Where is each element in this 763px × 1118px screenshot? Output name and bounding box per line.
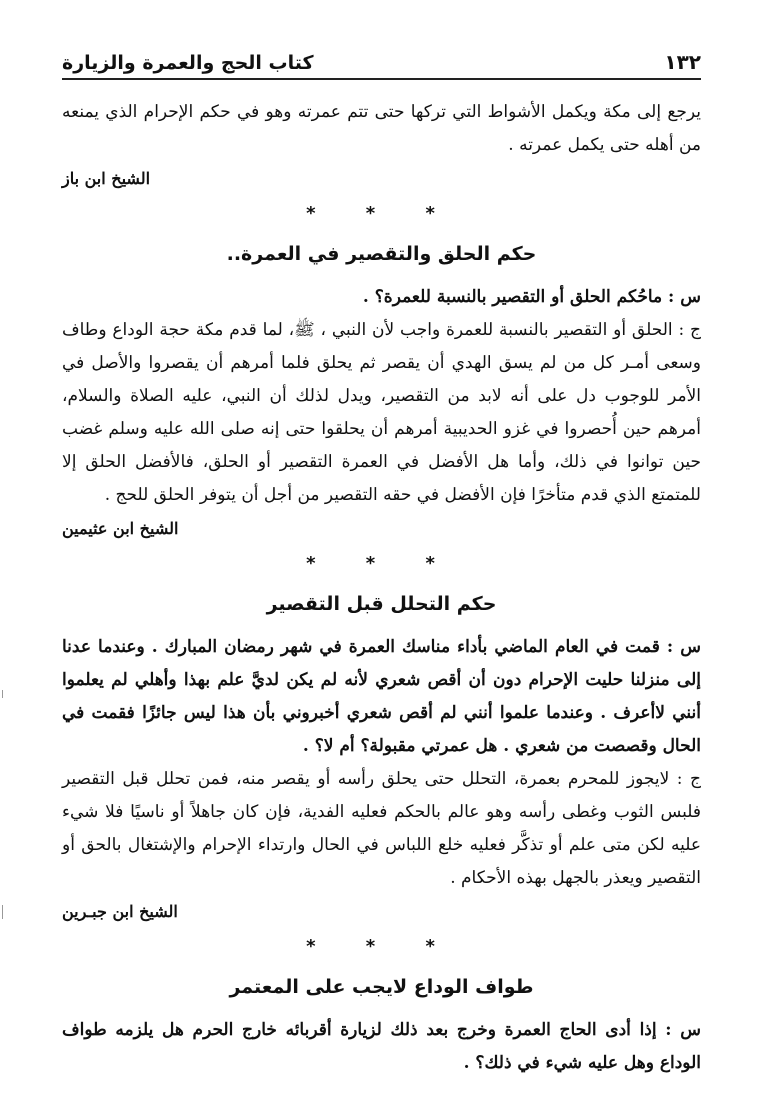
separator-stars: * * * [306, 936, 457, 957]
answer-signature: الشيخ ابن جبـرين [62, 902, 178, 921]
page-number: ١٣٢ [664, 50, 701, 74]
section-title: حكم التحلل قبل التقصير [266, 593, 497, 615]
page-header [62, 44, 701, 80]
section-title: طواف الوداع لايجب على المعتمر [229, 976, 534, 998]
separator-stars: * * * [306, 553, 457, 574]
book-title: كتاب الحج والعمرة والزيارة [62, 52, 314, 74]
answer-paragraph: ج : الحلق أو التقصير بالنسبة للعمرة واجب لأن النبي ، ﷺ، لما قدم مكة حجة الوداع وطاف وسعى أمـر كل من لم يسق الهدي أن يقصر ثم يحلق فلما أمرهم أن يقصروا والأصل في الأمر للوجوب دل على أنه لابد من التقصير، ويدل لذلك أن النبي، عليه الصلاة والسلام، أمرهم حين أُحصروا في غزو الحديبية أمرهم أن يحلقوا حتى إنه صلى الله عليه وسلم غضب حين توانوا في ذلك، وأما هل الأفضل في العمرة التقصير أو الحلق، فالأفضل الحلق إلا للمتمتع الذي قدم متأخرًا فإن الأفضل في حقه التقصير من أجل أن يتوفر الحلق للحج . [62, 320, 701, 505]
question-paragraph: س : قمت في العام الماضي بأداء مناسك العمرة في شهر رمضان المبارك . وعندما عدنا إلى منزلنا حليت الإحرام دون أن أقص شعري لأنه لم يكن لديَّ علم بهذا وأهلي لم يعلموا أنني لاأعرف . وعندما علموا أنني لم أقص شعري أخبروني بأن هذا ليس جائزًا فقمت في الحال وقصصت من شعري . هل عمرتي مقبولة؟ أم لا؟ . [62, 637, 701, 756]
question-paragraph: س : ماحُكم الحلق أو التقصير بالنسبة للعمرة؟ . [362, 287, 701, 307]
intro-paragraph: يرجع إلى مكة ويكمل الأشواط التي تركها حتى تتم عمرته وهو في حكم الإحرام الذي يمنعه من أهله حتى يكمل عمرته . [62, 102, 701, 155]
page-content [62, 96, 701, 1080]
scan-edge-mark [2, 905, 3, 919]
question-paragraph: س : إذا أدى الحاج العمرة وخرج بعد ذلك لزيارة أقربائه خارج الحرم هل يلزمه طواف الوداع وهل عليه شيء في ذلك؟ . [62, 1020, 701, 1073]
scan-edge-mark [2, 690, 3, 698]
separator-stars: * * * [306, 203, 457, 224]
section-title: حكم الحلق والتقصير في العمرة.. [226, 243, 537, 265]
intro-signature: الشيخ ابن باز [62, 169, 151, 188]
answer-signature: الشيخ ابن عثيمين [62, 519, 179, 538]
answer-paragraph: ج : لايجوز للمحرم بعمرة، التحلل حتى يحلق رأسه أو يقصر منه، فمن تحلل قبل التقصير فلبس الثوب وغطى رأسه وهو عالم بالحكم فعليه الفدية، فإن كان جاهلاً أو ناسيًا فلا شيء عليه لكن متى علم أو تذكَّر فعليه خلع اللباس في الحال وارتداء الإحرام والإشتغال بالحق أو التقصير ويعذر بالجهل بهذه الأحكام . [62, 769, 701, 888]
